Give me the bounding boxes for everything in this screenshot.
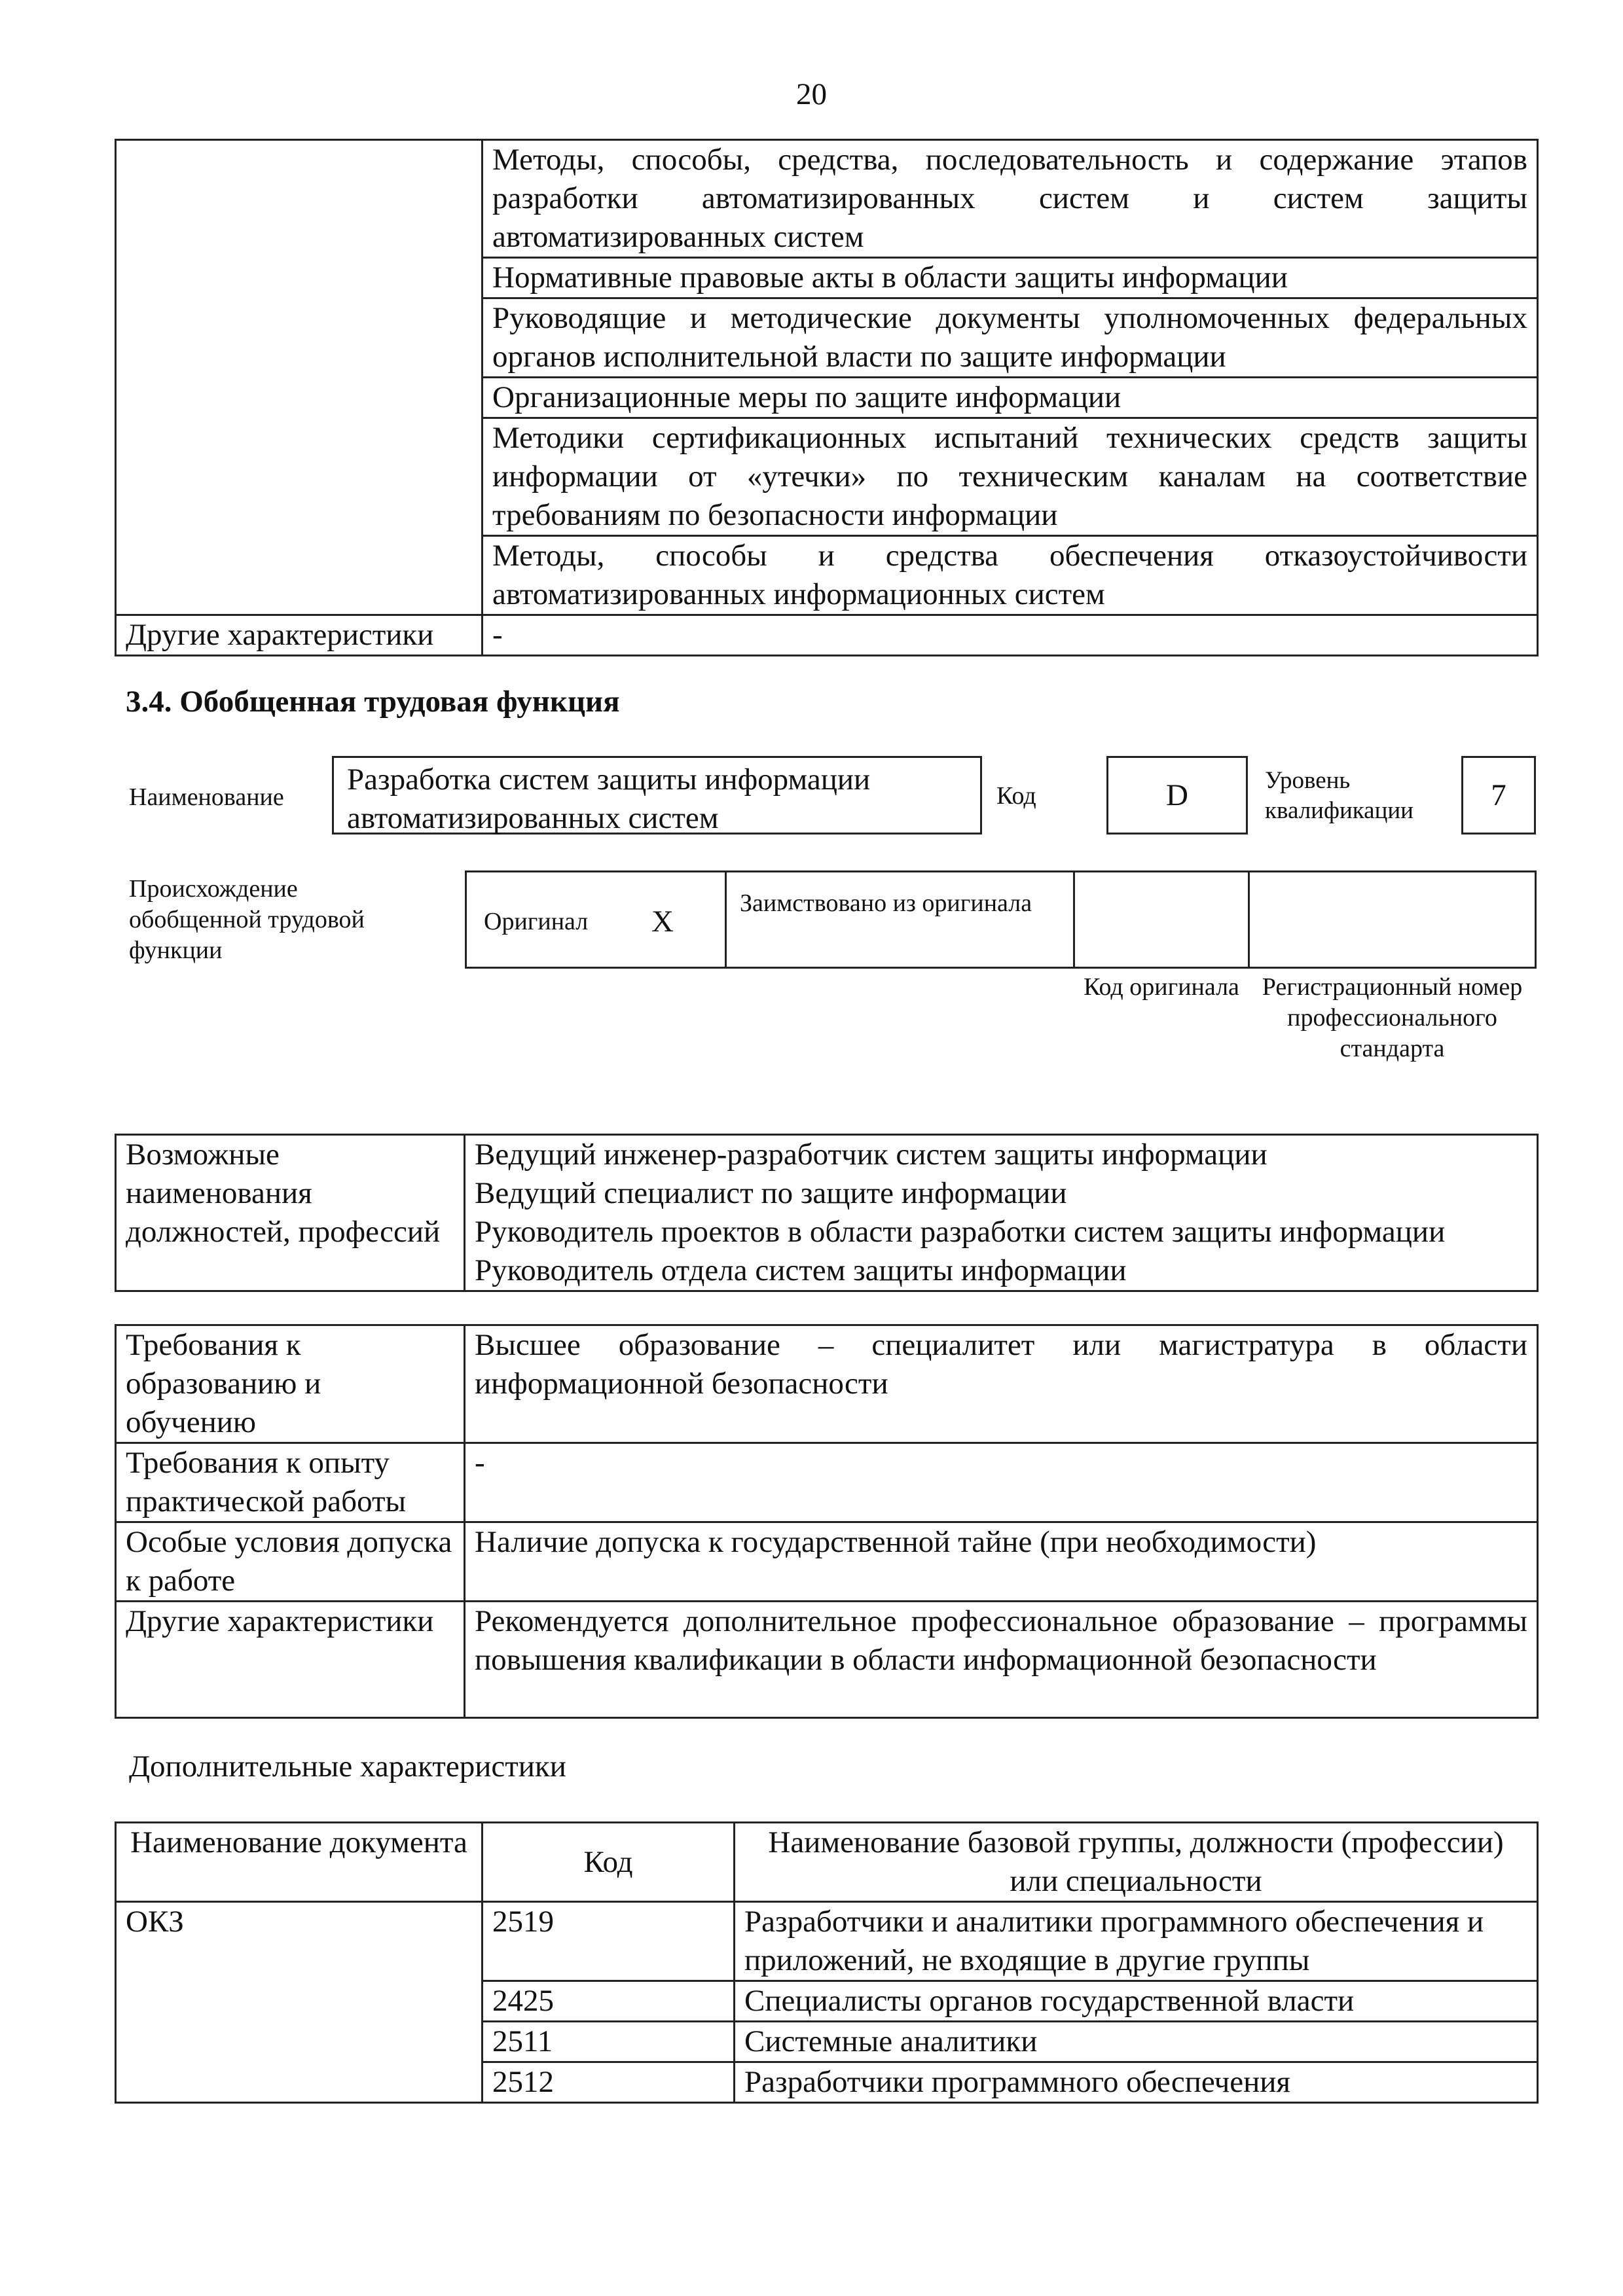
table-row: [116, 615, 1538, 656]
position-item: Руководитель отдела систем защиты информации: [475, 1253, 1127, 1287]
table-row: [116, 1902, 1538, 1981]
knowledge-item: Руководящие и методические документы уполномоченных федеральных органов исполнительной власти по защите информации: [483, 298, 1538, 378]
okz-name: Специалисты органов государственной власти: [735, 1981, 1538, 2022]
table-row: [116, 140, 1538, 258]
requirement-label: Особые условия допуска к работе: [116, 1522, 465, 1602]
origin-label: Происхождение обобщенной трудовой функции: [129, 875, 365, 964]
table-row: [116, 1135, 1538, 1291]
code-caption: Код оригинала: [1084, 973, 1239, 1001]
level-box: [1461, 756, 1536, 834]
header-group-name: Наименование базовой группы, должности (профессии) или специальности: [735, 1823, 1538, 1902]
knowledge-item: Методики сертификационных испытаний технических средств защиты информации от «утечки» по техническим каналам на соответствие требованиям по безопасности информации: [483, 418, 1538, 536]
code-value: D: [1166, 778, 1188, 812]
table-row: [116, 1602, 1538, 1718]
knowledge-item: Методы, способы и средства обеспечения отказоустойчивости автоматизированных информационных систем: [483, 536, 1538, 615]
requirement-label: Другие характеристики: [116, 1602, 465, 1718]
okz-name: Разработчики и аналитики программного обеспечения и приложений, не входящие в другие группы: [735, 1902, 1538, 1981]
okz-code: 2512: [483, 2062, 735, 2103]
table-row: [116, 1823, 1538, 1902]
registration-caption: Регистрационный номер профессионального стандарта: [1262, 973, 1523, 1062]
okz-name: Системные аналитики: [735, 2022, 1538, 2062]
level-label: Уровень квалификации: [1265, 767, 1413, 824]
positions-list: [465, 1135, 1538, 1291]
origin-table: [465, 870, 1537, 969]
okz-code: 2511: [483, 2022, 735, 2062]
requirement-value: Высшее образование – специалитет или магистратура в области информационной безопасности: [465, 1325, 1538, 1443]
document-name: ОКЗ: [116, 1902, 483, 2103]
function-name-box: [332, 756, 982, 834]
positions-table: [115, 1134, 1539, 1292]
code-label: Код: [996, 782, 1036, 810]
table-row: [116, 1325, 1538, 1443]
position-item: Ведущий инженер-разработчик систем защиты информации: [475, 1138, 1267, 1172]
name-label: Наименование: [129, 783, 284, 811]
okz-name: Разработчики программного обеспечения: [735, 2062, 1538, 2103]
requirement-label: Требования к образованию и обучению: [116, 1325, 465, 1443]
table-row: [116, 1443, 1538, 1522]
knowledge-item: Нормативные правовые акты в области защиты информации: [483, 258, 1538, 298]
positions-label: Возможные наименования должностей, профессий: [116, 1135, 465, 1291]
okz-code: 2425: [483, 1981, 735, 2022]
empty-cell: [116, 140, 483, 615]
requirements-table: [115, 1324, 1539, 1719]
other-characteristics-value: -: [483, 615, 1538, 656]
position-item: Ведущий специалист по защите информации: [475, 1176, 1067, 1210]
original-label: Оригинал: [484, 908, 589, 935]
original-code-cell: [1073, 870, 1250, 969]
okz-code: 2519: [483, 1902, 735, 1981]
knowledge-item: Методы, способы, средства, последовательность и содержание этапов разработки автоматизированных систем и систем защиты автоматизированных систем: [483, 140, 1538, 258]
knowledge-table: [115, 139, 1539, 656]
requirement-label: Требования к опыту практической работы: [116, 1443, 465, 1522]
requirement-value: Рекомендуется дополнительное профессиональное образование – программы повышения квалификации в области информационной безопасности: [465, 1602, 1538, 1718]
borrowed-cell: [725, 870, 1075, 969]
knowledge-item: Организационные меры по защите информации: [483, 378, 1538, 418]
header-code: Код: [483, 1823, 735, 1902]
other-characteristics-label: Другие характеристики: [116, 615, 483, 656]
level-value: 7: [1491, 778, 1506, 812]
code-box: [1106, 756, 1248, 834]
header-document: Наименование документа: [116, 1823, 483, 1902]
original-mark: X: [651, 905, 674, 939]
requirement-value: -: [465, 1443, 1538, 1522]
borrowed-label: Заимствовано из оригинала: [740, 889, 1032, 917]
page-number: 20: [796, 77, 827, 111]
section-heading: 3.4. Обобщенная трудовая функция: [126, 685, 620, 719]
table-row: [116, 1522, 1538, 1602]
additional-table: [115, 1821, 1539, 2104]
registration-number-cell: [1248, 870, 1537, 969]
position-item: Руководитель проектов в области разработки систем защиты информации: [475, 1215, 1446, 1249]
requirement-value: Наличие допуска к государственной тайне (при необходимости): [465, 1522, 1538, 1602]
additional-heading: Дополнительные характеристики: [129, 1749, 566, 1784]
original-cell: [465, 870, 727, 969]
function-name-value: Разработка систем защиты информации автоматизированных систем: [347, 762, 871, 835]
